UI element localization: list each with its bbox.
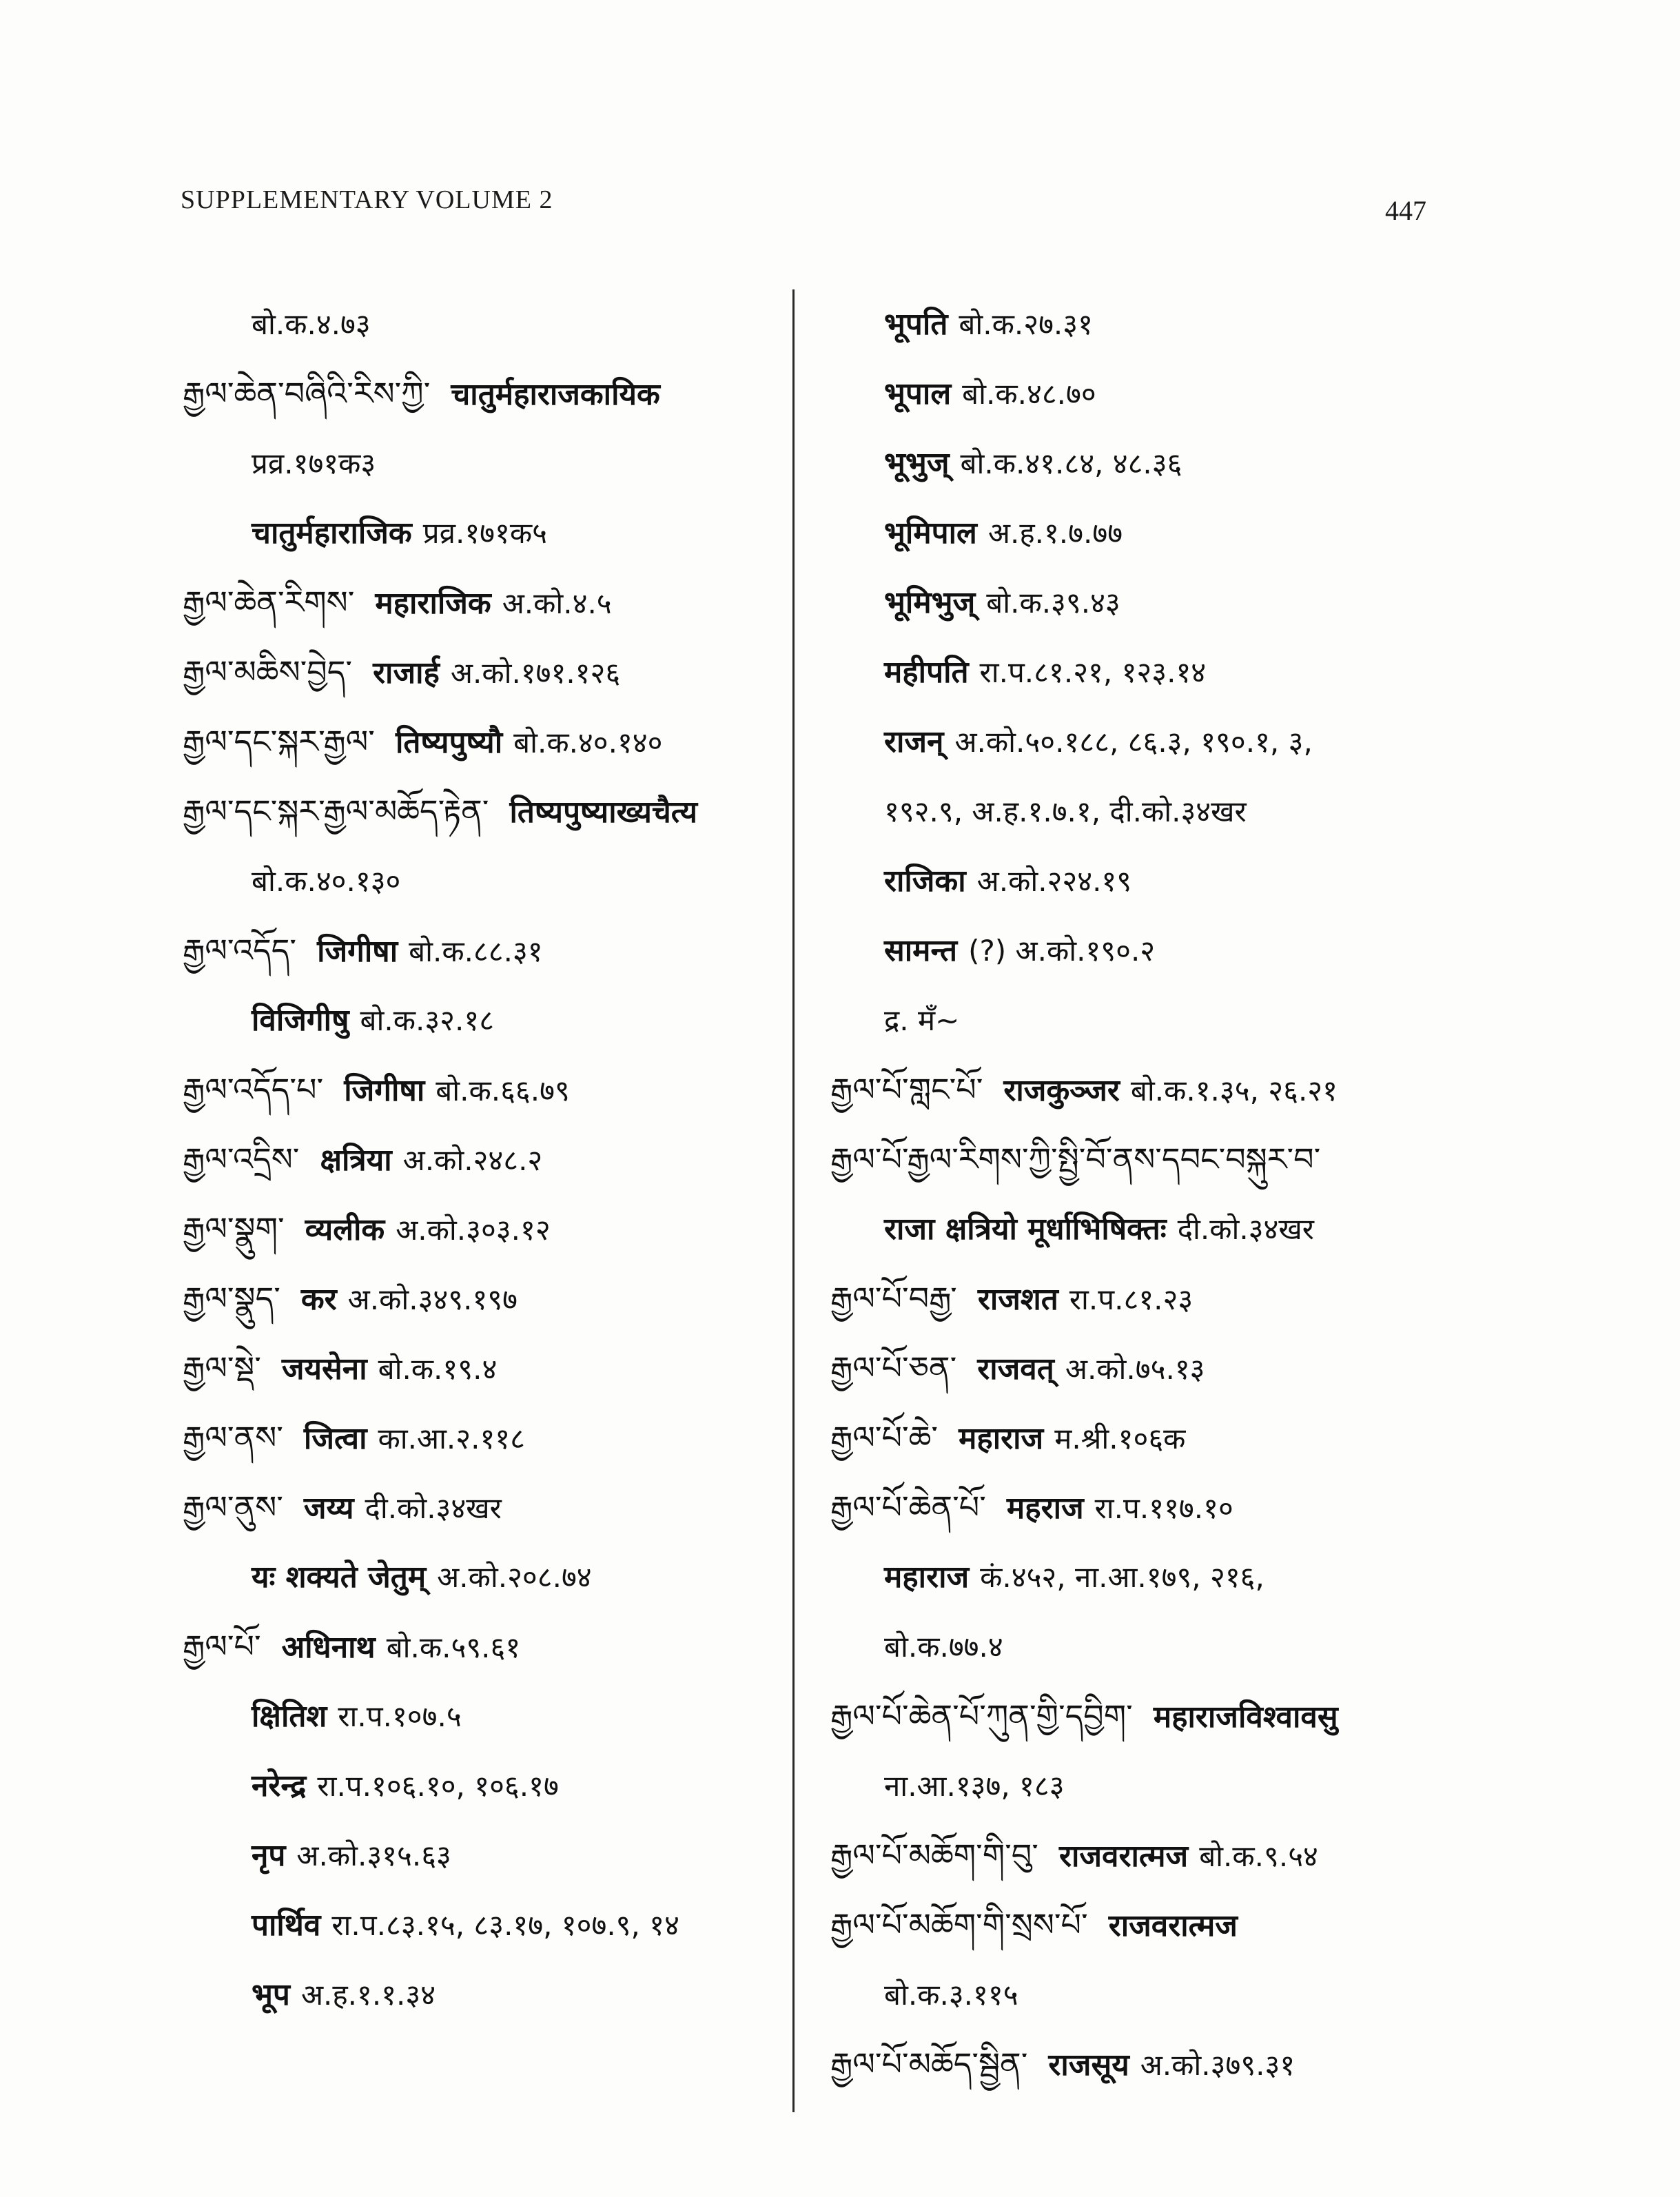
entry-line [183,1403,782,1473]
sanskrit-equivalent: भूप [252,1977,290,2012]
sanskrit-equivalent: राजशत [977,1282,1058,1317]
source-reference: कं.४५२, ना.आ.१७९, २१६, [980,1560,1264,1594]
entry-line [830,1473,1526,1542]
source-reference: बो.क.९.५४ [1199,1839,1318,1873]
sanskrit-equivalent: महीपति [884,655,969,690]
sanskrit-equivalent: अधिनाथ [281,1630,376,1665]
entry-line [183,1542,782,1612]
entry-line [183,707,782,777]
entry-line [183,777,782,846]
tibetan-headword: རྒྱལ་ནུས་ [183,1489,283,1526]
sanskrit-equivalent: महाराज [959,1421,1044,1456]
entry-line [830,1821,1526,1890]
source-reference: अ.को.३७९.३१ [1140,2048,1295,2082]
source-reference: बो.क.४०.१३० [252,864,401,898]
sanskrit-equivalent: राजकुञ्जर [1003,1073,1120,1108]
source-reference: रा.प.८१.२१, १२३.१४ [979,655,1207,689]
sanskrit-equivalent: महाराज [884,1560,970,1595]
sanskrit-equivalent: भूपति [884,307,948,342]
source-reference: प्रव्र.१७१क५ [422,516,547,550]
tibetan-headword: རྒྱལ་དང་སྐར་རྒྱལ་ [183,723,375,760]
tibetan-headword: རྒྱལ་ཆེན་བཞིའི་རིས་ཀྱི་ [183,375,431,412]
entry-line [183,637,782,707]
source-reference: अ.को.२२४.१९ [976,864,1132,898]
sanskrit-equivalent: जित्वा [303,1421,367,1456]
right-column [830,289,1526,2099]
entry-line [830,1682,1526,1751]
sanskrit-equivalent: भूमिभुज् [884,585,976,620]
tibetan-headword: རྒྱལ་འདྲིས་ [183,1141,300,1178]
source-reference: १९२.९, अ.ह.१.७.१, दी.को.३४खर [884,795,1247,828]
entry-line [183,1960,782,2030]
sanskrit-equivalent: भूभुज् [884,446,950,481]
source-reference: बो.क.७७.४ [884,1630,1003,1664]
entry-line [830,429,1526,498]
entry-line [183,985,782,1055]
source-reference: अ.को.२०८.७४ [437,1560,592,1594]
source-reference: अ.को.४.५ [502,586,612,620]
source-reference: द्र. मँ~ [884,1003,960,1037]
entry-line [830,1542,1526,1612]
source-reference: अ.को.५०.१८८, ८६.३, १९०.१, ३, [954,725,1313,759]
entry-line [183,1194,782,1264]
entry-line [183,429,782,498]
source-reference: का.आ.२.११८ [378,1422,525,1455]
source-reference: प्रव्र.१७१क३ [252,447,376,480]
sanskrit-equivalent: तिष्यपुष्याख्यचैत्य [509,795,698,830]
entry-line [830,498,1526,568]
sanskrit-equivalent: चातुर्महाराजिक [252,515,412,551]
sanskrit-equivalent: चातुर्महाराजकायिक [451,377,660,412]
sanskrit-equivalent: नरेन्द्र [252,1768,307,1803]
source-reference: बो.क.१.३५, २६.२१ [1130,1074,1338,1107]
entry-line [183,1612,782,1682]
entry-line [183,1333,782,1403]
sanskrit-equivalent: क्षत्रिया [320,1143,392,1178]
entry-line [183,1055,782,1125]
entry-line [830,1264,1526,1333]
tibetan-headword: རྒྱལ་པོ་མཆོག་གི་སྲས་པོ་ [830,1906,1088,1943]
source-reference: बो.क.२७.३१ [959,307,1093,341]
entry-line [830,1194,1526,1264]
tibetan-headword: རྒྱལ་མཆིས་བྱེད་ [183,653,353,691]
entry-line [183,1751,782,1821]
source-reference: रा.प.१०७.५ [338,1699,462,1733]
sanskrit-equivalent: राजार्ह [373,655,440,691]
sanskrit-equivalent: राजवत् [977,1351,1054,1387]
entry-line [183,1264,782,1333]
entry-line [183,1125,782,1194]
source-reference: ना.आ.१३७, १८३ [884,1769,1065,1803]
sanskrit-equivalent: भूमिपाल [884,515,977,551]
sanskrit-equivalent: राजन् [884,724,944,759]
source-reference: बो.क.४१.८४, ४८.३६ [960,447,1182,480]
tibetan-headword: རྒྱལ་སྣུག་ [183,1210,285,1247]
source-reference: बो.क.५९.६१ [386,1631,521,1664]
sanskrit-equivalent: राजसूय [1048,2047,1129,2083]
sanskrit-equivalent: नृप [252,1838,286,1873]
tibetan-headword: རྒྱལ་པོ་བརྒྱ་ [830,1280,957,1317]
tibetan-headword: རྒྱལ་འདོད་པ་ [183,1071,324,1108]
tibetan-headword: རྒྱལ་དང་སྐར་རྒྱལ་མཆོད་རྟེན་ [183,793,489,830]
sanskrit-equivalent: राजवरात्मज [1108,1908,1238,1943]
tibetan-headword: རྒྱལ་འདོད་ [183,932,297,969]
sanskrit-equivalent: राजिका [884,864,966,899]
tibetan-headword: རྒྱལ་པོ་མཆོག་གི་བུ་ [830,1837,1038,1874]
sanskrit-equivalent: पार्थिव [252,1908,321,1943]
entry-line [183,359,782,429]
left-column [183,289,782,2030]
entry-line [830,359,1526,429]
tibetan-headword: རྒྱལ་པོ་གླང་པོ་ [830,1071,983,1108]
sanskrit-equivalent: महाराजिक [375,586,491,621]
sanskrit-equivalent: तिष्यपुष्यौ [395,725,503,760]
source-reference: रा.प.१०६.१०, १०६.१७ [317,1769,559,1803]
source-reference: अ.को.२४८.२ [402,1143,543,1177]
source-reference: दी.को.३४खर [1177,1212,1314,1246]
sanskrit-equivalent: विजिगीषु [252,1003,349,1038]
tibetan-headword: རྒྱལ་ནས་ [183,1419,283,1456]
source-reference: बो.क.१९.४ [378,1352,498,1386]
tibetan-headword: རྒྱལ་སྣུད་ [183,1280,280,1317]
source-reference: अ.को.३४९.१९७ [347,1283,518,1316]
sanskrit-equivalent: यः शक्यते जेतुम् [252,1560,427,1595]
entry-line [830,846,1526,916]
sanskrit-equivalent: कर [300,1282,337,1317]
sanskrit-equivalent: जय्य [303,1491,354,1526]
entry-line [183,1821,782,1890]
tibetan-headword: རྒྱལ་པོ་ཆེ་ [830,1419,939,1456]
entry-line [183,846,782,916]
sanskrit-equivalent: सामन्त [884,933,958,968]
source-reference: अ.को.३१५.६३ [296,1839,451,1872]
source-reference: बो.क.८८.३१ [409,934,543,968]
source-reference: अ.को.७५.१३ [1065,1352,1205,1386]
sanskrit-equivalent: राजा क्षत्रियो मूर्धाभिषिक्तः [884,1212,1167,1247]
tibetan-headword: རྒྱལ་པོ་རྒྱལ་རིགས་ཀྱི་སྤྱི་བོ་ནས་དབང་བསྐུར་བ་ [830,1141,1321,1178]
entry-line [830,637,1526,707]
source-reference: रा.प.८३.१५, ८३.१७, १०७.९, १४ [331,1908,679,1942]
source-reference: बो.क.३.११५ [884,1978,1018,2012]
source-reference: बो.क.४०.१४० [513,726,663,759]
source-reference: बो.क.६६.७९ [436,1074,570,1107]
sanskrit-equivalent: क्षितिश [252,1699,327,1734]
tibetan-headword: རྒྱལ་པོ་ཅན་ [830,1349,957,1387]
entry-line [830,568,1526,637]
entry-line [830,1960,1526,2030]
source-reference: अ.ह.१.१.३४ [300,1978,436,2012]
source-reference: रा.प.८१.२३ [1069,1283,1194,1316]
entry-line [183,289,782,359]
entry-line [830,985,1526,1055]
tibetan-headword: རྒྱལ་པོ་ [183,1628,261,1665]
source-reference: दी.को.३४खर [365,1491,502,1525]
sanskrit-equivalent: जयसेना [281,1351,367,1387]
source-reference: बो.क.४.७३ [252,307,371,341]
source-reference: बो.क.३२.१८ [360,1003,495,1037]
entry-line [830,707,1526,777]
sanskrit-equivalent: महाराजविश्वावसु [1153,1699,1338,1735]
tibetan-headword: རྒྱལ་པོ་མཆོད་སྦྱིན་ [830,2045,1028,2083]
sanskrit-equivalent: व्यलीक [305,1212,385,1247]
source-reference: म.श्री.१०६क [1054,1422,1186,1455]
source-reference: अ.को.३०३.१२ [396,1213,551,1247]
entry-line [830,1751,1526,1821]
entry-line [830,1333,1526,1403]
column-divider [792,289,795,2112]
source-reference: रा.प.११७.१० [1094,1491,1233,1525]
tibetan-headword: རྒྱལ་སྡེ་ [183,1349,261,1387]
sanskrit-equivalent: जिगीषा [344,1073,425,1108]
entry-line [183,1473,782,1542]
entry-line [830,777,1526,846]
entry-line [830,1403,1526,1473]
entry-line [830,1612,1526,1682]
entry-line [830,2030,1526,2099]
entry-line [183,916,782,985]
entry-line [183,568,782,637]
tibetan-headword: རྒྱལ་པོ་ཆེན་པོ་ [830,1489,986,1526]
sanskrit-equivalent: जिगीषा [317,934,398,969]
source-reference: (?) अ.को.१९०.२ [968,934,1156,968]
entry-line [830,1125,1526,1194]
source-reference: बो.क.३९.४३ [986,586,1120,620]
tibetan-headword: རྒྱལ་པོ་ཆེན་པོ་ཀུན་གྱི་དབྱིག་ [830,1697,1133,1735]
entry-line [830,289,1526,359]
entry-line [830,1890,1526,1960]
entry-line [183,1890,782,1960]
sanskrit-equivalent: भूपाल [884,376,952,411]
sanskrit-equivalent: महराज [1006,1491,1084,1526]
entry-line [830,1055,1526,1125]
page-number: 447 [1385,195,1426,226]
source-reference: अ.को.१७१.१२६ [450,656,621,690]
entry-line [183,498,782,568]
source-reference: अ.ह.१.७.७७ [987,516,1123,550]
entry-line [830,916,1526,985]
entry-line [183,1682,782,1751]
source-reference: बो.क.४८.७० [962,377,1096,411]
running-head: SUPPLEMENTARY VOLUME 2 [181,185,553,214]
tibetan-headword: རྒྱལ་ཆེན་རིགས་ [183,584,355,621]
sanskrit-equivalent: राजवरात्मज [1058,1839,1189,1874]
